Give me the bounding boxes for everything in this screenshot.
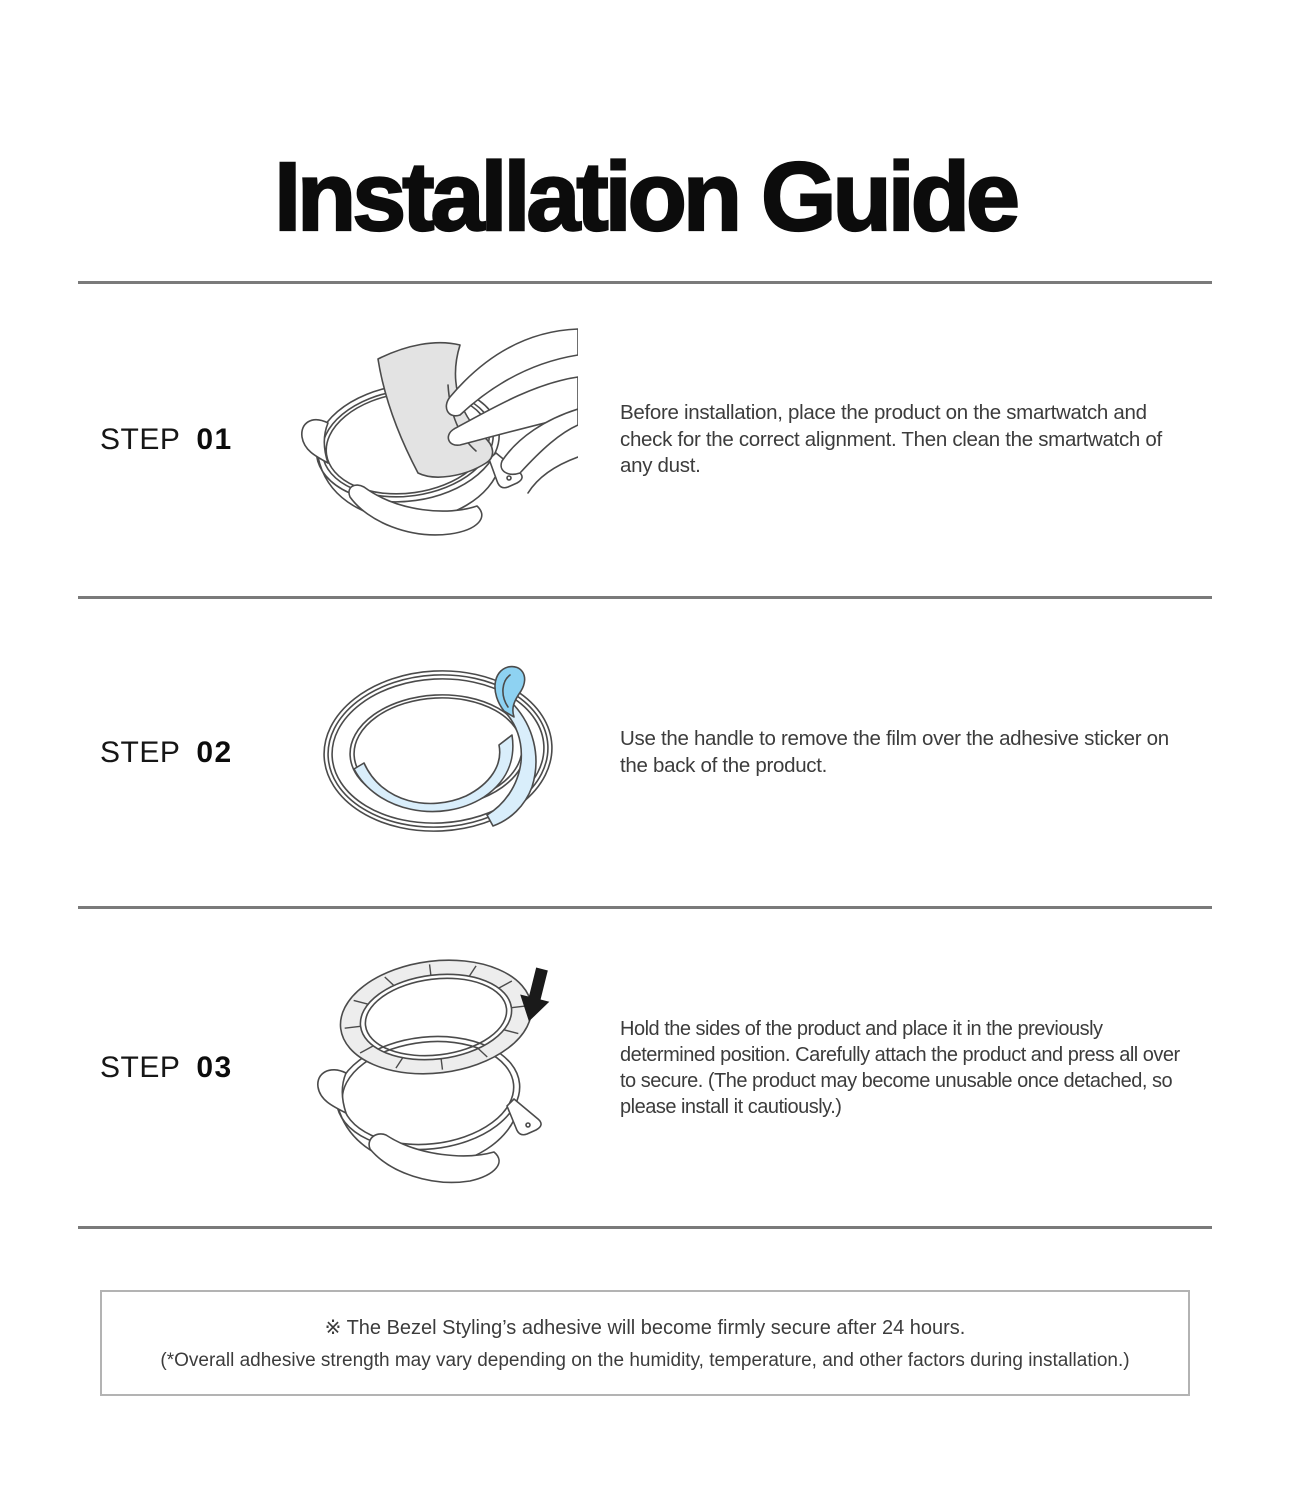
step-1-row bbox=[0, 284, 1290, 596]
step-number: 01 bbox=[196, 423, 233, 456]
step-3-label bbox=[100, 1051, 285, 1085]
step-2-text: Use the handle to remove the film over the adhesive sticker on the back of the product. bbox=[620, 726, 1169, 777]
step-2-label bbox=[100, 736, 285, 770]
step-2-row bbox=[0, 599, 1290, 906]
divider bbox=[78, 1226, 1212, 1229]
page-title: Installation Guide bbox=[274, 141, 1016, 251]
step-number: 03 bbox=[196, 1050, 233, 1084]
watch-cleaning-illustration bbox=[285, 325, 590, 555]
step-word: STEP bbox=[100, 735, 181, 769]
note-line-2: (*Overall adhesive strength may vary depending on the humidity, temperature, and other factors during installation.) bbox=[160, 1349, 1130, 1371]
step-word: STEP bbox=[100, 1050, 181, 1084]
step-3-text: Hold the sides of the product and place it in the previously determined position. Carefully attach the product and press all over to secure. (The product may become unusable once detached, so please install it cautiously.) bbox=[620, 1017, 1180, 1118]
step-word: STEP bbox=[100, 423, 181, 456]
step-3-row bbox=[0, 909, 1290, 1226]
film-removal-illustration bbox=[285, 663, 590, 843]
step-1-text: Before installation, place the product on the smartwatch and check for the correct alignment. Then clean the smartwatch of any dust. bbox=[620, 401, 1162, 478]
note-line-1: ※ The Bezel Styling’s adhesive will become firmly secure after 24 hours. bbox=[324, 1316, 966, 1339]
note-box bbox=[100, 1290, 1190, 1396]
bezel-attachment-illustration bbox=[285, 943, 590, 1193]
step-1-label bbox=[100, 423, 285, 457]
step-number: 02 bbox=[196, 735, 233, 769]
